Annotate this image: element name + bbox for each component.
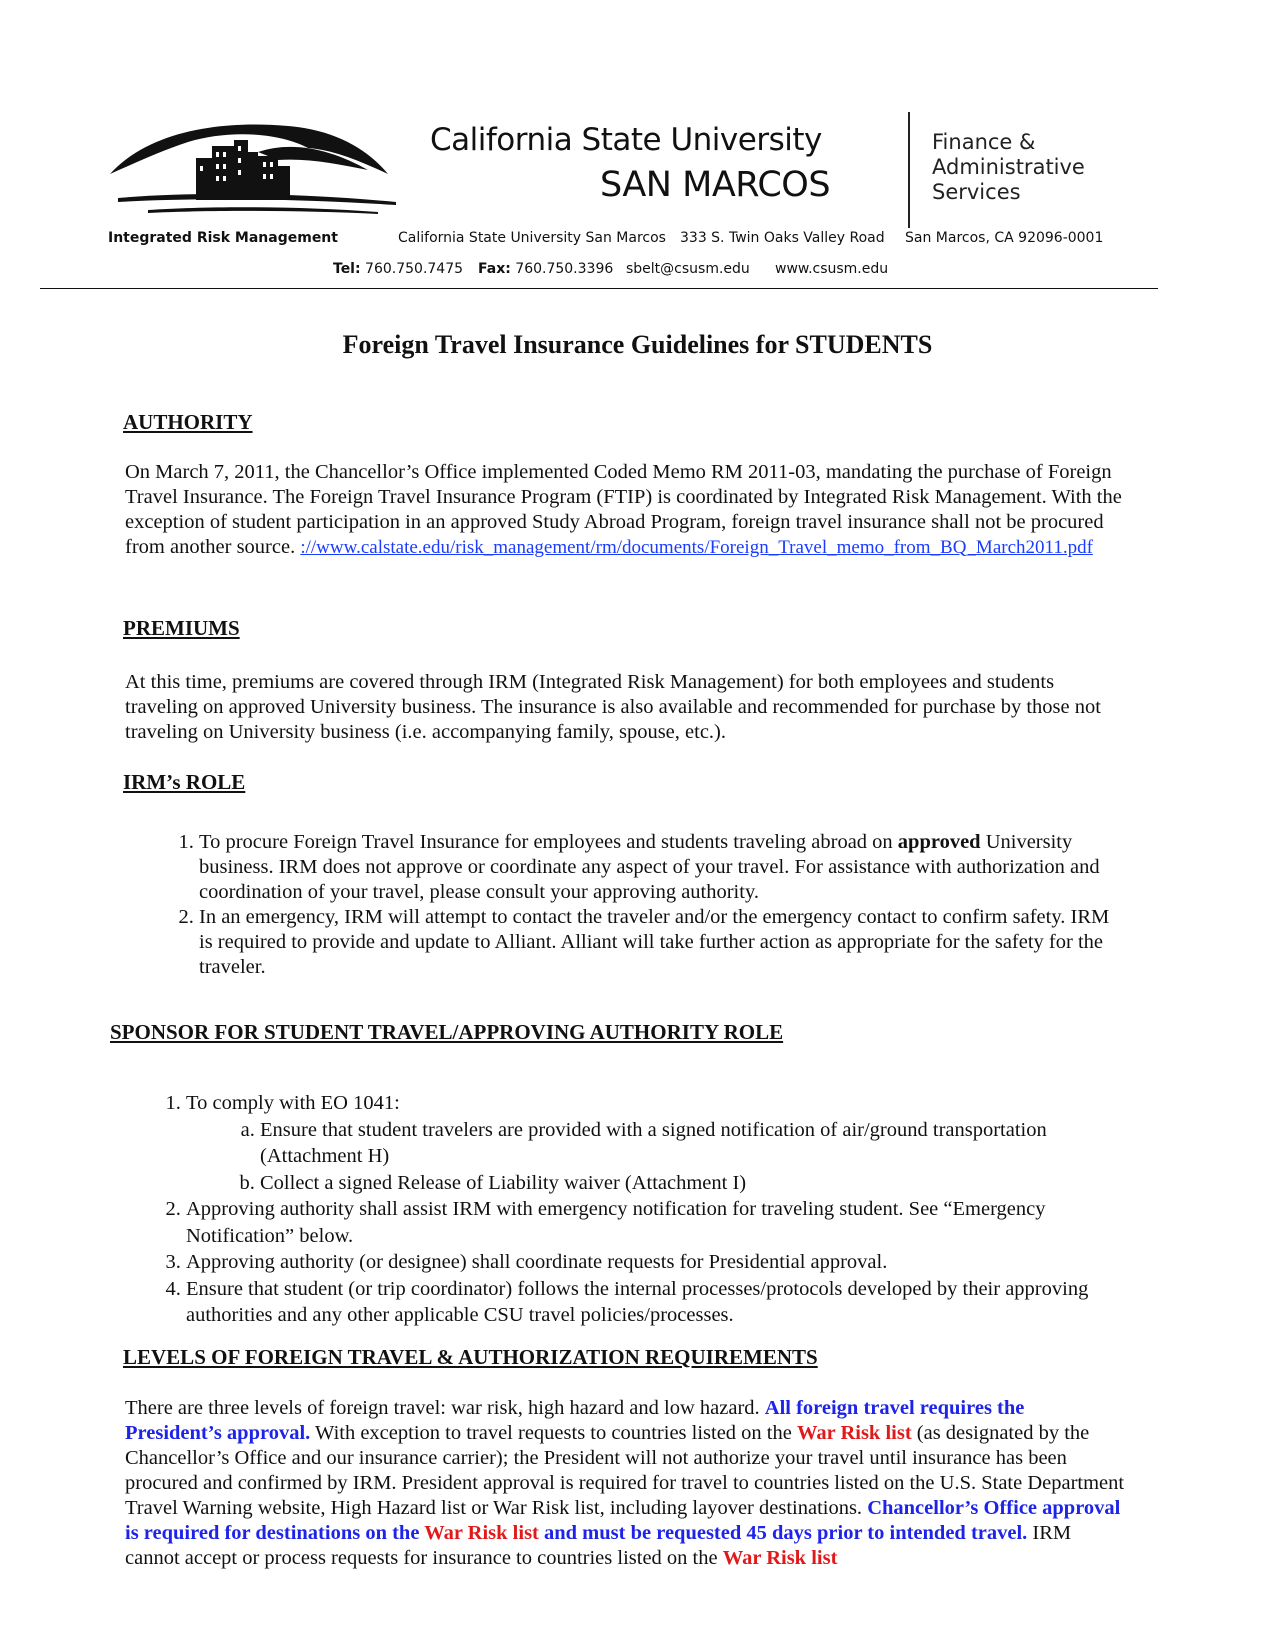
irm-item1-bold: approved bbox=[897, 831, 981, 853]
levels-heading: LEVELS OF FOREIGN TRAVEL & AUTHORIZATION REQUIREMENTS bbox=[123, 1345, 818, 1369]
sponsor-heading: SPONSOR FOR STUDENT TRAVEL/APPROVING AUTHORITY ROLE bbox=[110, 1020, 784, 1044]
premiums-heading: PREMIUMS bbox=[123, 616, 240, 640]
coded-memo-link[interactable]: ://www.calstate.edu/risk_management/rm/documents/Foreign_Travel_memo_from_BQ_March2011.pdf bbox=[300, 537, 1093, 558]
war-risk-list-mention: War Risk list bbox=[424, 1522, 539, 1544]
list-item: 4. Ensure that student (or trip coordinator) follows the internal processes/protocols developed by their approving authorities and any other applicable CSU travel policies/processes. bbox=[186, 1276, 1146, 1329]
office-name: Integrated Risk Management bbox=[108, 230, 338, 246]
premiums-paragraph: At this time, premiums are covered through IRM (Integrated Risk Management) for both employees and students traveling on approved University business. The insurance is also available and recommended for purchase by those not traveling on University business (i.e. accompanying family, spouse, etc.). bbox=[125, 671, 1101, 743]
list-item bbox=[186, 1090, 1146, 1196]
sponsor-item1-text: To comply with EO 1041: bbox=[186, 1092, 400, 1114]
irm-role-heading: IRM’s ROLE bbox=[123, 770, 246, 794]
fax-label: Fax: bbox=[478, 261, 511, 277]
tel-number: 760.750.7475 bbox=[365, 261, 464, 277]
telephone bbox=[333, 261, 463, 277]
war-risk-list-mention: War Risk list bbox=[722, 1547, 838, 1569]
tel-label: Tel: bbox=[333, 261, 361, 277]
authority-text: On March 7, 2011, the Chancellor’s Office implemented Coded Memo RM 2011-03, mandating the purchase of Foreign Travel Insurance. The Foreign Travel Insurance Program (FTIP) is coordinated by Integrated Risk Management. With the exception of student participation in an approved Study Abroad Program, foreign travel insurance shall not be procured from another source. bbox=[125, 461, 1122, 558]
war-risk-list-mention: War Risk list bbox=[796, 1422, 912, 1444]
website-link[interactable]: www.csusm.edu bbox=[775, 261, 889, 277]
levels-text: With exception to travel requests to countries listed on the bbox=[310, 1422, 797, 1444]
department-line: Finance & bbox=[932, 130, 1036, 154]
sponsor-sublist bbox=[186, 1117, 1146, 1197]
list-item: 3. Approving authority (or designee) shall coordinate requests for Presidential approval. bbox=[186, 1249, 1146, 1276]
levels-emphasis: All foreign travel requires the President’s approval. bbox=[125, 1397, 1025, 1444]
authority-heading: AUTHORITY bbox=[123, 410, 253, 434]
list-item bbox=[199, 830, 1119, 905]
department-line: Administrative bbox=[932, 155, 1085, 179]
irm-item1-rest: University business. IRM does not approve or coordinate any aspect of your travel. For assistance with authorization and coordination of your travel, please consult your approving authority. bbox=[199, 831, 1100, 903]
campus-name: SAN MARCOS bbox=[600, 165, 831, 205]
header-rule bbox=[40, 288, 1158, 289]
levels-text: (as designated by the Chancellor’s Office and our insurance carrier); the President will not authorize your travel until insurance has been procured and confirmed by IRM. President approval is required for travel to countries listed on the U.S. State Department Travel Warning website, High Hazard list or War Risk list, including layover destinations. bbox=[125, 1422, 1125, 1519]
irm-role-list bbox=[155, 830, 1119, 980]
levels-emphasis: and must be requested 45 days prior to intended travel. bbox=[538, 1522, 1028, 1544]
list-item: b. Collect a signed Release of Liability waiver (Attachment I) bbox=[260, 1170, 1146, 1197]
university-name: California State University bbox=[430, 122, 822, 158]
fax bbox=[478, 261, 613, 277]
department-name bbox=[932, 130, 1085, 205]
sponsor-list bbox=[140, 1090, 1146, 1329]
city-address: San Marcos, CA 92096-0001 bbox=[905, 230, 1104, 246]
levels-text: IRM cannot accept or process requests for insurance to countries listed on the bbox=[125, 1522, 1072, 1569]
fax-number: 760.750.3396 bbox=[515, 261, 614, 277]
list-item: 2. Approving authority shall assist IRM with emergency notification for traveling student. See “Emergency Notification” below. bbox=[186, 1196, 1146, 1249]
email-link[interactable]: sbelt@csusm.edu bbox=[626, 261, 750, 277]
csusm-logo bbox=[108, 112, 408, 222]
address-name: California State University San Marcos bbox=[398, 230, 666, 246]
document-title: Foreign Travel Insurance Guidelines for STUDENTS bbox=[342, 330, 933, 359]
irm-item1-text: To procure Foreign Travel Insurance for employees and students traveling abroad on bbox=[199, 831, 898, 853]
header-divider bbox=[908, 112, 910, 228]
levels-emphasis: Chancellor’s Office approval is required for destinations on the bbox=[125, 1497, 1121, 1544]
list-item: 2. In an emergency, IRM will attempt to contact the traveler and/or the emergency contact to confirm safety. IRM is required to provide and update to Alliant. Alliant will take further action as appropriate for the safety for the traveler. bbox=[199, 905, 1119, 980]
levels-text: There are three levels of foreign travel: war risk, high hazard and low hazard. bbox=[125, 1397, 765, 1419]
street-address: 333 S. Twin Oaks Valley Road bbox=[680, 230, 885, 246]
levels-paragraph bbox=[125, 1396, 1125, 1571]
department-line: Services bbox=[932, 180, 1021, 204]
authority-paragraph bbox=[125, 460, 1125, 560]
list-item: a. Ensure that student travelers are provided with a signed notification of air/ground transportation (Attachment H) bbox=[260, 1117, 1146, 1170]
